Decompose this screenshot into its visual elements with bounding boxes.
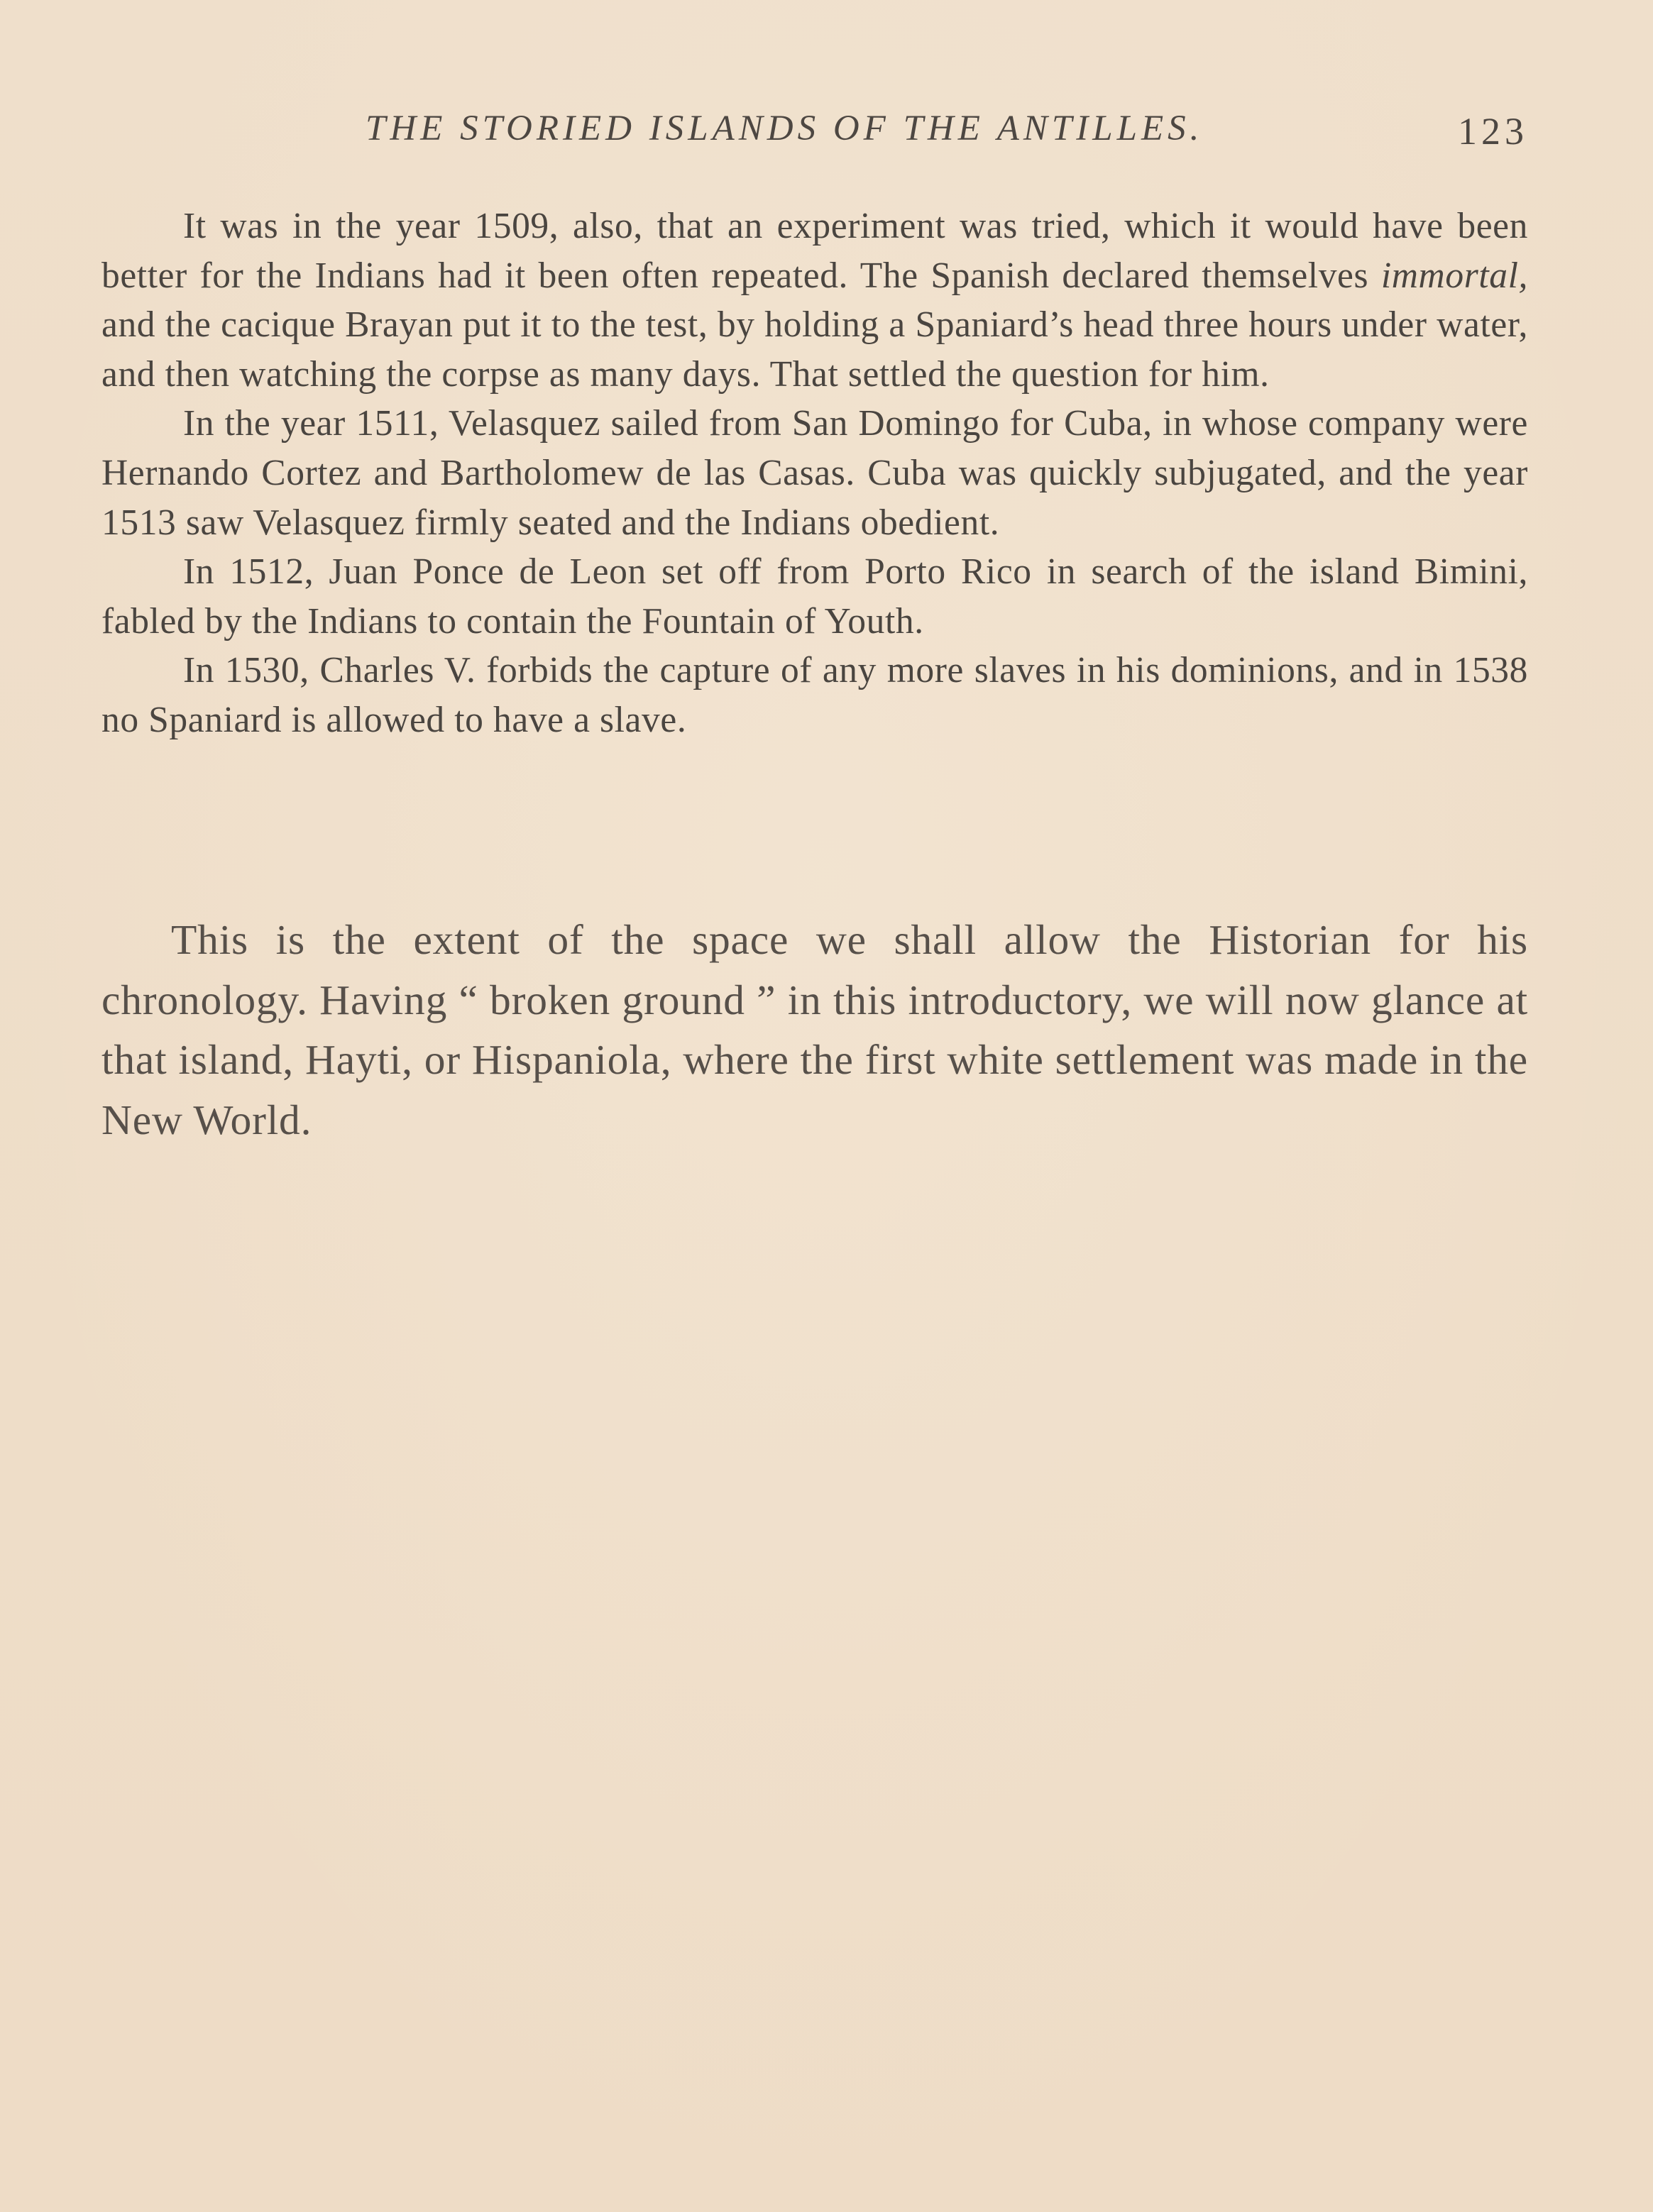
paragraph-text: and the cacique Brayan put it to the test, by holding a Spaniard’s head three hours under water, and then watching the corpse as many days. That settled the question for him. (101, 304, 1528, 395)
page-number: 123 (1458, 110, 1528, 153)
paragraph-text: It was in the year 1509, also, that an experiment was tried, which it would have been better for the Indians had it been often repeated. The Spanish declared themselves (101, 206, 1528, 296)
body-text (101, 202, 1528, 745)
paragraph-velasquez-cuba: In the year 1511, Velasquez sailed from San Domingo for Cuba, in whose company were Hernando Cortez and Bartholomew de las Casas. Cuba was quickly subjugated, and the year 1513 saw Velasquez firmly seated and the Indians obedient. (101, 403, 1528, 543)
paragraph-immortal-experiment (101, 202, 1528, 399)
closing-paragraph: This is the extent of the space we shall allow the Historian for his chronology. Having “ broken ground ” in this introductory, we will now glance at that island, Hayti, or Hispaniola, where the first white settlement was made in the New World. (101, 916, 1528, 1143)
running-head (101, 108, 1528, 158)
paragraph-ponce-de-leon: In 1512, Juan Ponce de Leon set off from Porto Rico in search of the island Bimini, fabled by the Indians to contain the Fountain of Youth. (101, 551, 1528, 642)
running-title: THE STORIED ISLANDS OF THE ANTILLES. (366, 109, 1204, 148)
paragraph-charles-v: In 1530, Charles V. forbids the capture of any more slaves in his dominions, and in 1538 no Spaniard is allowed to have a slave. (101, 650, 1528, 740)
italic-word: immortal, (1380, 255, 1528, 296)
